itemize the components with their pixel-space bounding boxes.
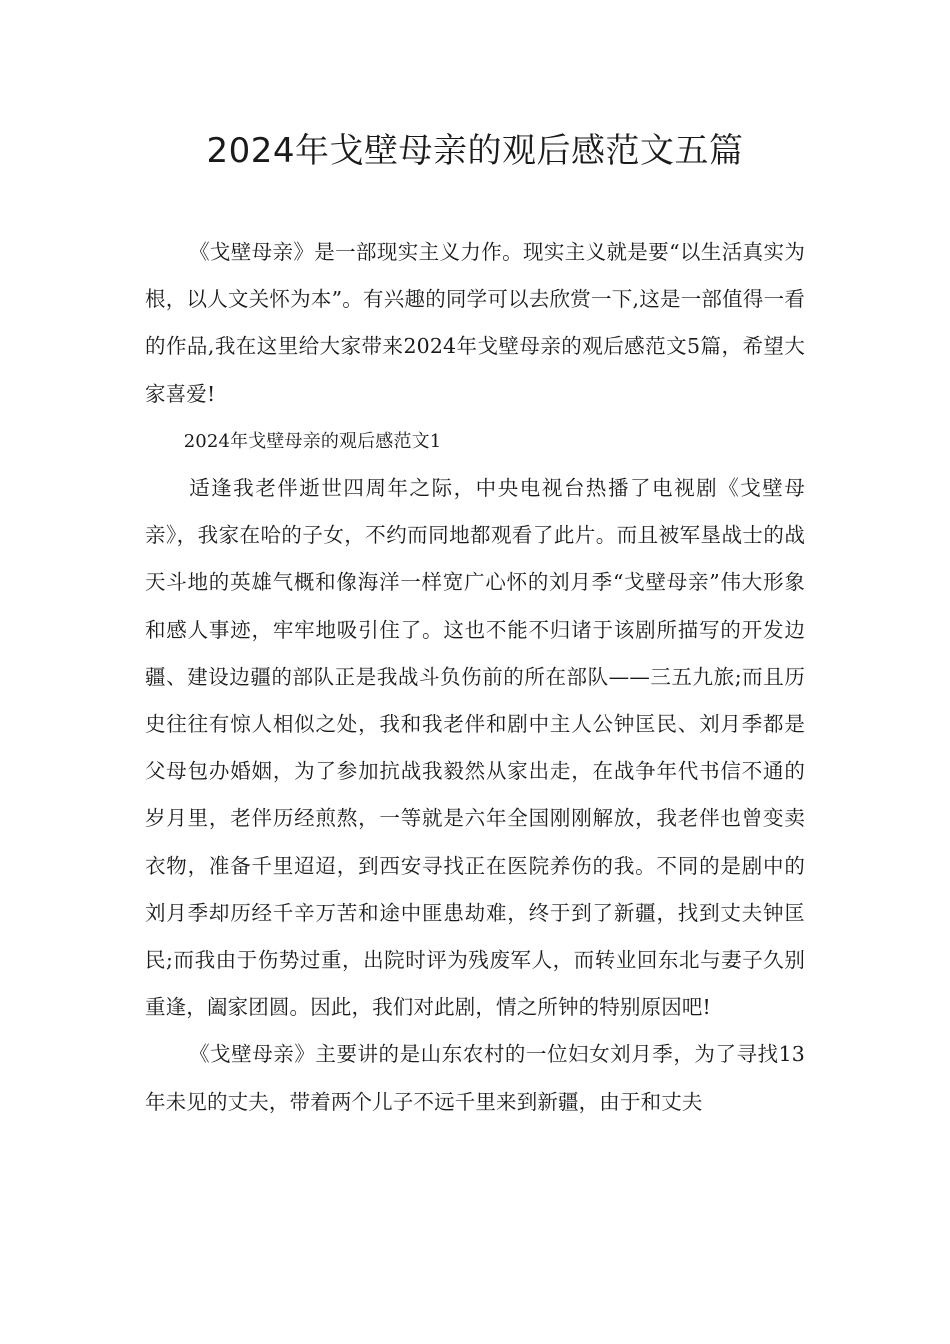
document-title: 2024年戈壁母亲的观后感范文五篇 [206, 131, 744, 171]
body-paragraph: 《戈壁母亲》主要讲的是山东农村的一位妇女刘月季，为了寻找13年未见的丈夫，带着两个儿子不远千里来到新疆，由于和丈夫 [145, 1042, 805, 1114]
body-paragraph: 适逢我老伴逝世四周年之际，中央电视台热播了电视剧《戈壁母亲》，我家在哈的子女，不约而同地都观看了此片。而且被军垦战士的战天斗地的英雄气概和像海洋一样宽广心怀的刘月季“戈壁母亲”伟大形象和感人事迹，牢牢地吸引住了。这也不能不归诸于该剧所描写的开发边疆、建设边疆的部队正是我战斗负伤前的所在部队——三五九旅;而且历史往往有惊人相似之处，我和我老伴和剧中主人公钟匡民、刘月季都是父母包办婚姻，为了参加抗战我毅然从家出走，在战争年代书信不通的岁月里，老伴历经煎熬，一等就是六年全国刚刚解放，我老伴也曾变卖衣物，准备千里迢迢，到西安寻找正在医院养伤的我。不同的是剧中的刘月季却历经千辛万苦和途中匪患劫难，终于到了新疆，找到丈夫钟匡民;而我由于伤势过重，出院时评为残废军人，而转业回东北与妻子久别重逢，阖家团圆。因此，我们对此剧，情之所钟的特别原因吧! [145, 476, 805, 1020]
section-heading: 2024年戈壁母亲的观后感范文1 [183, 430, 442, 452]
document-body [145, 229, 805, 1126]
intro-paragraph: 《戈壁母亲》是一部现实主义力作。现实主义就是要“以生活真实为根，以人文关怀为本”。有兴趣的同学可以去欣赏一下,这是一部值得一看的作品,我在这里给大家带来2024年戈壁母亲的观后感范文5篇，希望大家喜爱! [145, 240, 805, 406]
